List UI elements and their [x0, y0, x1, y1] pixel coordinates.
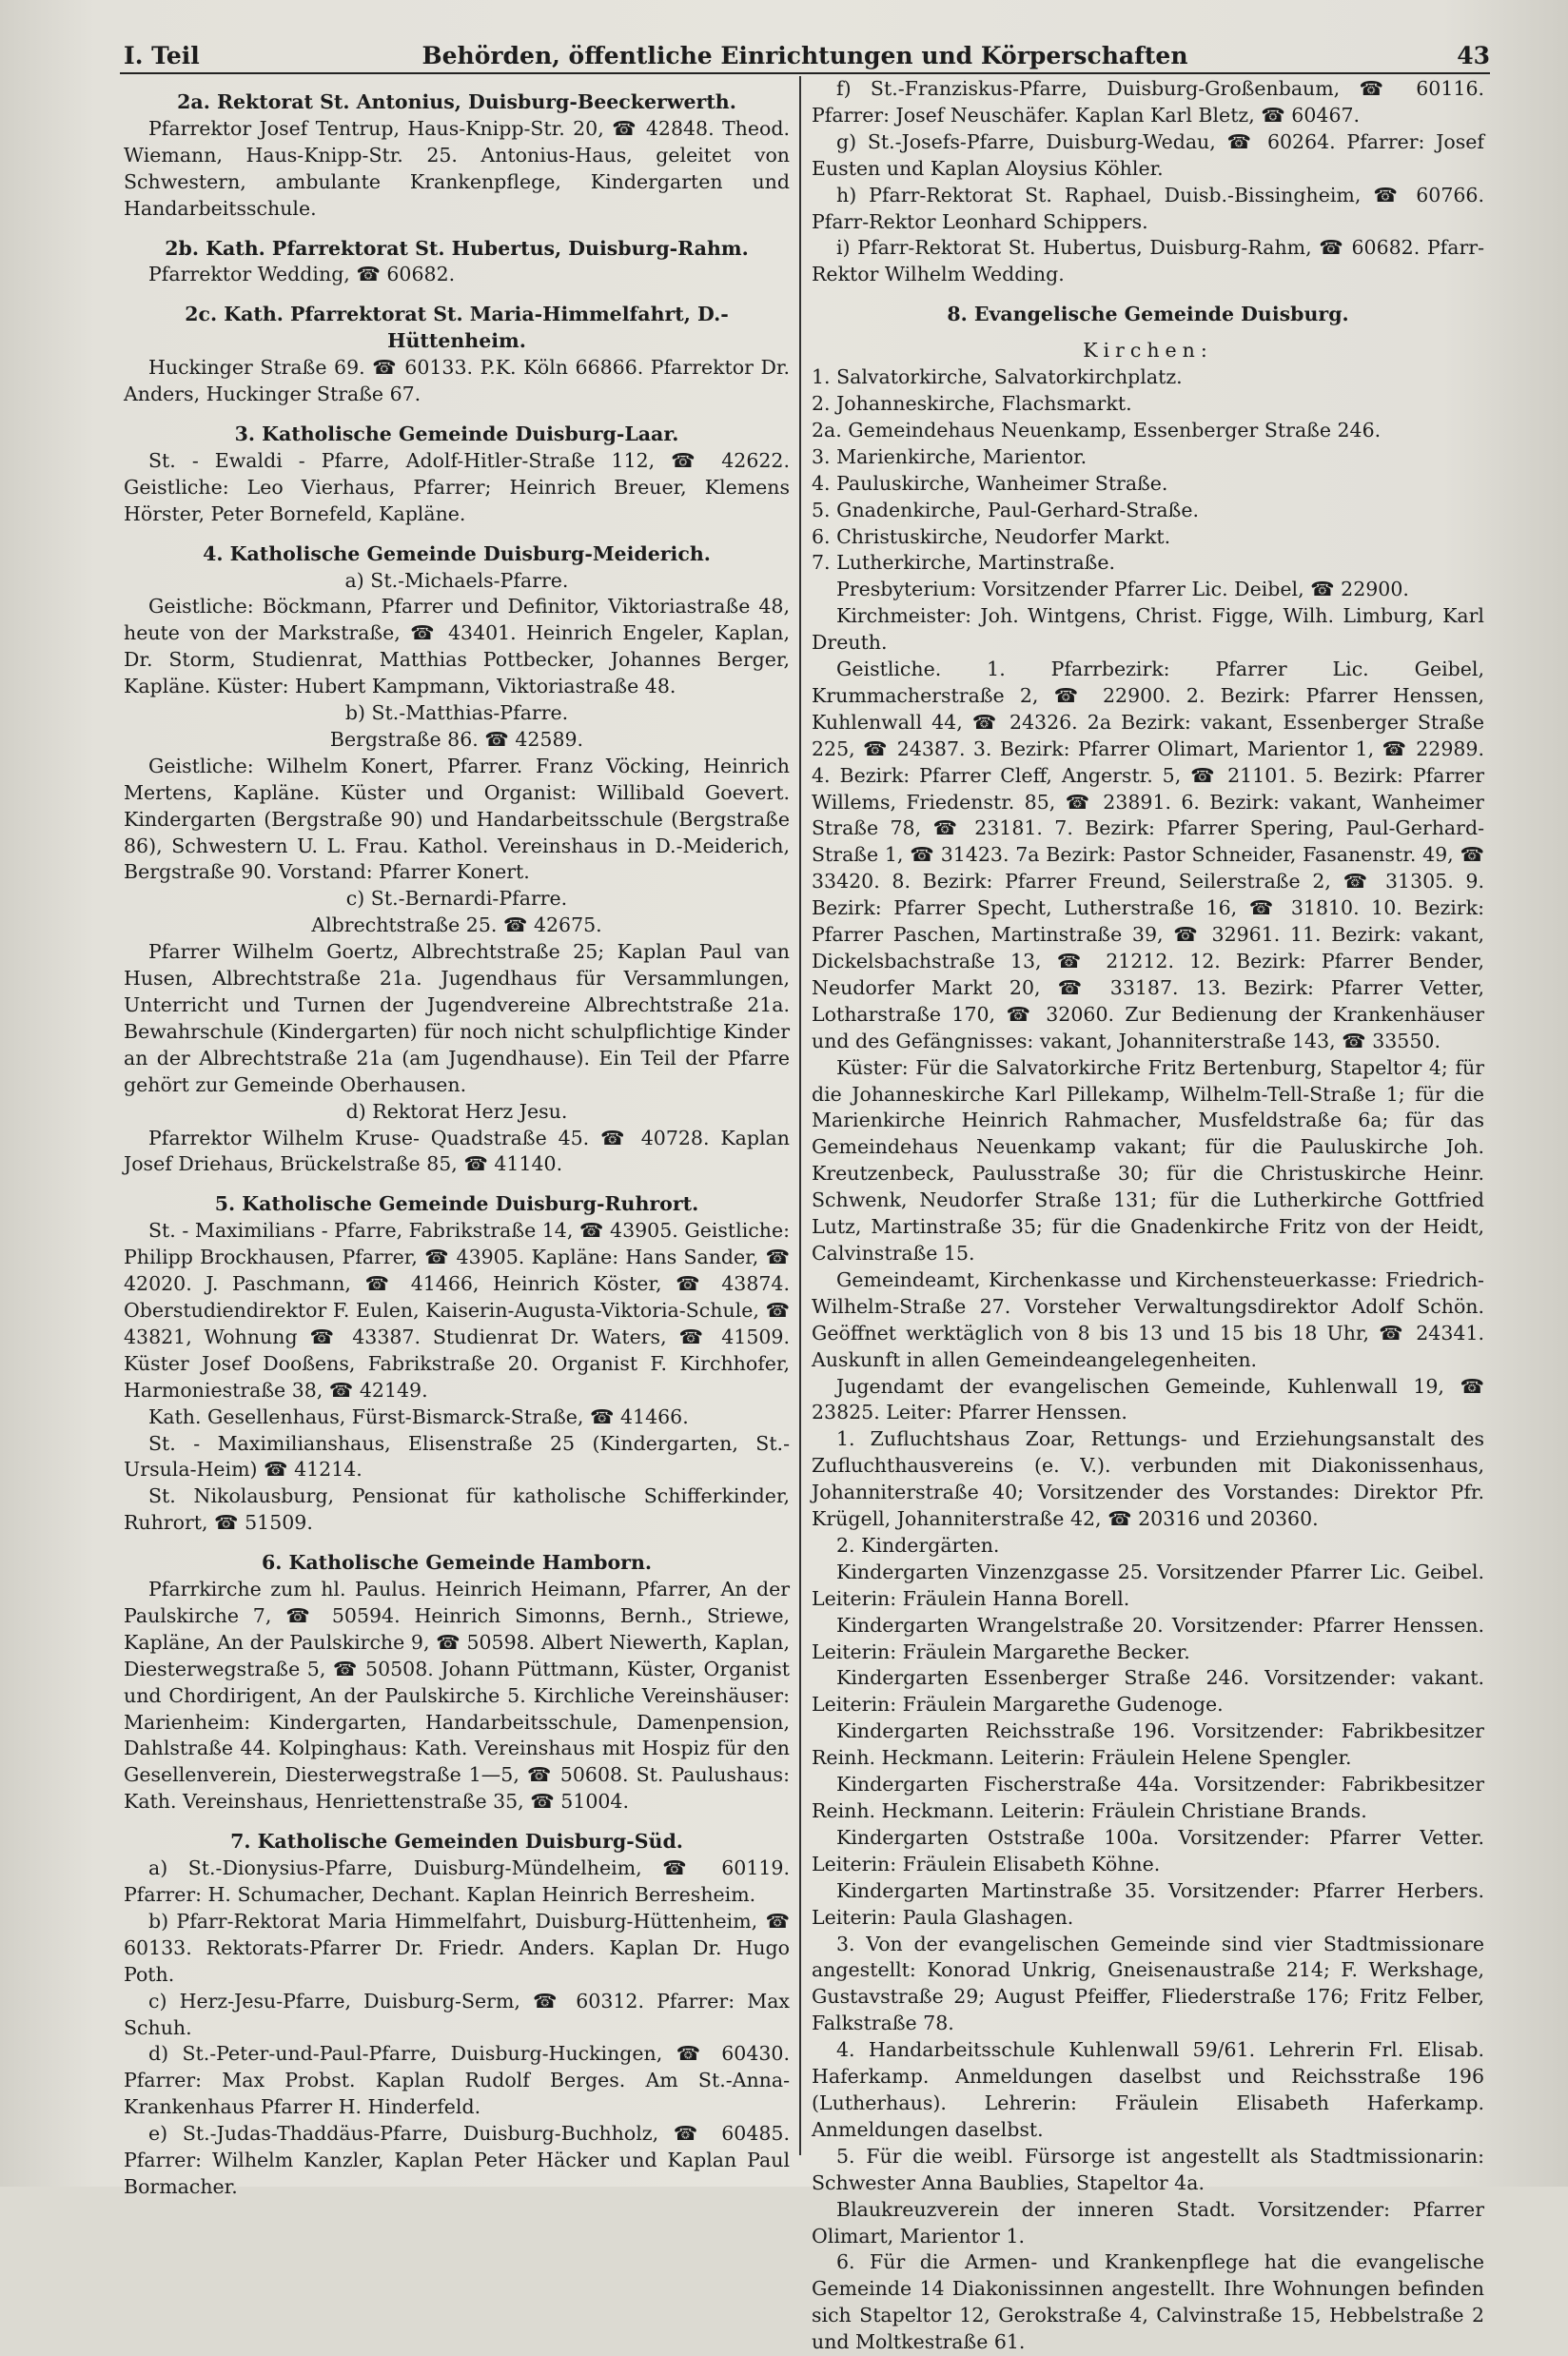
paragraph: Pfarrektor Josef Tentrup, Haus-Knipp-Str. 20, ☎ 42848. Theod. Wiemann, Haus-Knipp-Str. 25. Antonius-Haus, geleitet von Schwestern, ambulante Krankenpflege, Kindergarten und Handarbeitsschule. [124, 116, 790, 220]
paragraph: 1. Zufluchtshaus Zoar, Rettungs- und Erziehungsanstalt des Zufluchthausvereins (e. V.). verbunden mit Diakonissenhaus, Johanniterstraße 40; Vorsitzender des Vorstandes: Direktor Pfr. Krügell, Johanniterstraße 42, ☎ 20316 und 20360. [812, 1427, 1484, 1531]
list-item: 5. Gnadenkirche, Paul-Gerhard-Straße. [812, 498, 1199, 521]
paragraph: Pfarrer Wilhelm Goertz, Albrechtstraße 25; Kaplan Paul van Husen, Albrechtstraße 21a. Jugendhaus für Versammlungen, Unterricht und Turnen der Jugendvereine Albrechtstraße 21a. Bewahrschule (Kindergarten) für noch nicht schulpflichtige Kinder an der Albrechtstraße 21a (am Jugendhause). Ein Teil der Pfarre gehört zur Gemeinde Oberhausen. [124, 940, 790, 1096]
paragraph: Gemeindeamt, Kirchenkasse und Kirchensteuerkasse: Friedrich-Wilhelm-Straße 27. Vorsteher Verwaltungsdirektor Adolf Schön. Geöffnet werktäglich von 8 bis 13 und 15 bis 18 Uhr, ☎ 24341. Auskunft in allen Gemeindeangelegenheiten. [812, 1267, 1484, 1371]
paragraph: Pfarrektor Wedding, ☎ 60682. [148, 263, 456, 286]
right-column [812, 76, 1484, 2356]
paragraph: Kindergarten Essenberger Straße 246. Vorsitzender: vakant. Leiterin: Fräulein Margarethe Gudenoge. [812, 1666, 1484, 1717]
paragraph: 4. Handarbeitsschule Kuhlenwall 59/61. Lehrerin Frl. Elisab. Haferkamp. Anmeldungen daselbst und Reichsstraße 196 (Lutherhaus). Lehrerin: Fräulein Elisabeth Haferkamp. Anmeldungen daselbst. [812, 2038, 1484, 2141]
paragraph: Blaukreuzverein der inneren Stadt. Vorsitzender: Pfarrer Olimart, Marientor 1. [812, 2197, 1484, 2248]
paragraph: 2. Kindergärten. [836, 1533, 1000, 1557]
section-heading: 3. Katholische Gemeinde Duisburg-Laar. [234, 422, 679, 445]
subsection-heading: b) St.-Matthias-Pfarre. [344, 701, 569, 725]
section-heading: 7. Katholische Gemeinden Duisburg-Süd. [230, 1830, 683, 1854]
paragraph: Küster: Für die Salvatorkirche Fritz Bertenburg, Stapeltor 4; für die Johanneskirche Karl Pillekamp, Wilhelm-Tell-Straße 1; für die Marienkirche Heinrich Rahmacher, Musfeldstraße 6a; für das Gemeindehaus Neuenkamp vakant; für die Pauluskirche Joh. Kreutzenbeck, Paulusstraße 30; für die Christuskirche Heinr. Schwenk, Neudorfer Straße 131; für die Lutherkirche Gottfried Lutz, Martinstraße 35; für die Gnadenkirche Fritz von der Heidt, Calvinstraße 15. [812, 1055, 1484, 1265]
paragraph: Kindergarten Wrangelstraße 20. Vorsitzender: Pfarrer Henssen. Leiterin: Fräulein Margarethe Becker. [812, 1613, 1484, 1663]
paragraph: 5. Für die weibl. Fürsorge ist angestellt als Stadtmissionarin: Schwester Anna Baublies, Stapeltor 4a. [812, 2144, 1484, 2194]
left-column [124, 76, 790, 2201]
paragraph: i) Pfarr-Rektorat St. Hubertus, Duisburg-Rahm, ☎ 60682. Pfarr-Rektor Wilhelm Wedding. [812, 236, 1484, 286]
paragraph: Huckinger Straße 69. ☎ 60133. P.K. Köln 66866. Pfarrektor Dr. Anders, Huckinger Straße 67. [124, 356, 790, 406]
subsection-heading: d) Rektorat Herz Jesu. [345, 1099, 568, 1123]
list-item: 2a. Gemeindehaus Neuenkamp, Essenberger Straße 246. [812, 418, 1382, 442]
paragraph: Kindergarten Oststraße 100a. Vorsitzender: Pfarrer Vetter. Leiterin: Fräulein Elisabeth Köhne. [812, 1825, 1484, 1875]
subsection-heading: Kirchen: [1083, 339, 1213, 363]
paragraph: Kirchmeister: Joh. Wintgens, Christ. Figge, Wilh. Limburg, Karl Dreuth. [812, 604, 1484, 655]
paragraph: c) Herz-Jesu-Pfarre, Duisburg-Serm, ☎ 60312. Pfarrer: Max Schuh. [124, 1989, 790, 2039]
section-heading: 6. Katholische Gemeinde Hamborn. [261, 1551, 653, 1575]
paragraph: f) St.-Franziskus-Pfarre, Duisburg-Großenbaum, ☎ 60116. Pfarrer: Josef Neuschäfer. Kaplan Karl Bletz, ☎ 60467. [812, 77, 1484, 127]
paragraph: g) St.-Josefs-Pfarre, Duisburg-Wedau, ☎ 60264. Pfarrer: Josef Eusten und Kaplan Aloysius Köhler. [812, 129, 1484, 180]
paragraph: 3. Von der evangelischen Gemeinde sind vier Stadtmissionare angestellt: Konorad Unkrig, Gneisenaustraße 214; F. Werkshage, Gustavstraße 29; August Pfeiffer, Fliederstraße 176; Fritz Felber, Falkstraße 78. [812, 1932, 1484, 2035]
paragraph: St. Nikolausburg, Pensionat für katholische Schifferkinder, Ruhrort, ☎ 51509. [124, 1484, 790, 1535]
paragraph: Presbyterium: Vorsitzender Pfarrer Lic. Deibel, ☎ 22900. [836, 578, 1409, 601]
paragraph: Jugendamt der evangelischen Gemeinde, Kuhlenwall 19, ☎ 23825. Leiter: Pfarrer Henssen. [812, 1374, 1484, 1424]
header-title: Behörden, öffentliche Einrichtungen und Körperschaften [421, 42, 1188, 69]
paragraph: St. - Ewaldi - Pfarre, Adolf-Hitler-Straße 112, ☎ 42622. Geistliche: Leo Vierhaus, Pfarrer; Heinrich Breuer, Klemens Hörster, Peter Bornefeld, Kapläne. [124, 448, 790, 525]
page-number: 43 [1457, 42, 1490, 69]
section-heading: 8. Evangelische Gemeinde Duisburg. [947, 303, 1349, 326]
list-item: 7. Lutherkirche, Martinstraße. [812, 551, 1116, 575]
paragraph: d) St.-Peter-und-Paul-Pfarre, Duisburg-Huckingen, ☎ 60430. Pfarrer: Max Probst. Kaplan Rudolf Berges. Am St.-Anna-Krankenhaus Pfarrer H. Hinderfeld. [124, 2042, 790, 2119]
section-heading: 2b. Kath. Pfarrektorat St. Hubertus, Duisburg-Rahm. [165, 236, 749, 260]
paragraph: h) Pfarr-Rektorat St. Raphael, Duisb.-Bissingheim, ☎ 60766. Pfarr-Rektor Leonhard Schippers. [812, 183, 1484, 233]
header-section-label: I. Teil [124, 42, 200, 69]
paragraph: Kath. Gesellenhaus, Fürst-Bismarck-Straße, ☎ 41466. [148, 1404, 689, 1428]
page-header [120, 38, 1490, 74]
column-divider [799, 76, 801, 2155]
paragraph: e) St.-Judas-Thaddäus-Pfarre, Duisburg-Buchholz, ☎ 60485. Pfarrer: Wilhelm Kanzler, Kaplan Peter Häcker und Kaplan Paul Bormacher. [124, 2122, 790, 2198]
paragraph: b) Pfarr-Rektorat Maria Himmelfahrt, Duisburg-Hüttenheim, ☎ 60133. Rektorats-Pfarrer Dr. Friedr. Anders. Kaplan Dr. Hugo Poth. [124, 1909, 790, 1986]
paragraph: Kindergarten Vinzenzgasse 25. Vorsitzender Pfarrer Lic. Geibel. Leiterin: Fräulein Hanna Borell. [812, 1560, 1484, 1610]
section-heading: 2c. Kath. Pfarrektorat St. Maria-Himmelfahrt, D.-Hüttenheim. [185, 303, 729, 353]
subsection-heading: Albrechtstraße 25. ☎ 42675. [311, 913, 602, 937]
paragraph: Kindergarten Reichsstraße 196. Vorsitzender: Fabrikbesitzer Reinh. Heckmann. Leiterin: Fräulein Helene Spengler. [812, 1719, 1484, 1770]
subsection-heading: Bergstraße 86. ☎ 42589. [329, 727, 584, 751]
paragraph: 6. Für die Armen- und Krankenpflege hat die evangelische Gemeinde 14 Diakonissinnen angestellt. Ihre Wohnungen befinden sich Stapeltor 12, Gerokstraße 4, Calvinstraße 15, Hebbelstraße 2 und Moltkestraße 61. [812, 2250, 1484, 2354]
subsection-heading: a) St.-Michaels-Pfarre. [344, 568, 569, 592]
list-item: 4. Pauluskirche, Wanheimer Straße. [812, 471, 1168, 495]
paragraph: Geistliche: Wilhelm Konert, Pfarrer. Franz Vöcking, Heinrich Mertens, Kapläne. Küster und Organist: Willibald Goevert. Kindergarten (Bergstraße 90) und Handarbeitsschule (Bergstraße 86), Schwestern U. L. Frau. Kathol. Vereinshaus in D.-Meiderich, Bergstraße 90. Vorstand: Pfarrer Konert. [124, 754, 790, 884]
paragraph: Pfarrektor Wilhelm Kruse- Quadstraße 45. ☎ 40728. Kaplan Josef Driehaus, Brückelstraße 85, ☎ 41140. [124, 1126, 790, 1176]
paragraph: St. - Maximilians - Pfarre, Fabrikstraße 14, ☎ 43905. Geistliche: Philipp Brockhausen, Pfarrer, ☎ 43905. Kapläne: Hans Sander, ☎ 42020. J. Paschmann, ☎ 41466, Heinrich Köster, ☎ 43874. Oberstudiendirektor F. Eulen, Kaiserin-Augusta-Viktoria-Schule, ☎ 43821, Wohnung ☎ 43387. Studienrat Dr. Waters, ☎ 41509. Küster Josef Dooßens, Fabrikstraße 20. Organist F. Kirchhofer, Harmoniestraße 38, ☎ 42149. [124, 1219, 790, 1402]
list-item: 3. Marienkirche, Marientor. [812, 444, 1088, 468]
subsection-heading: c) St.-Bernardi-Pfarre. [345, 887, 568, 911]
paragraph: St. - Maximilianshaus, Elisenstraße 25 (Kindergarten, St.-Ursula-Heim) ☎ 41214. [124, 1431, 790, 1482]
paragraph: a) St.-Dionysius-Pfarre, Duisburg-Mündelheim, ☎ 60119. Pfarrer: H. Schumacher, Dechant. Kaplan Heinrich Berresheim. [124, 1856, 790, 1906]
paragraph: Kindergarten Martinstraße 35. Vorsitzender: Pfarrer Herbers. Leiterin: Paula Glashagen. [812, 1878, 1484, 1929]
section-heading: 2a. Rektorat St. Antonius, Duisburg-Beeckerwerth. [177, 90, 736, 113]
list-item: 2. Johanneskirche, Flachsmarkt. [812, 391, 1132, 415]
paragraph: Geistliche. 1. Pfarrbezirk: Pfarrer Lic. Geibel, Krummacherstraße 2, ☎ 22900. 2. Bezirk: Pfarrer Henssen, Kuhlenwall 44, ☎ 24326. 2a Bezirk: vakant, Essenberger Straße 225, ☎ 24387. 3. Bezirk: Pfarrer Olimart, Marientor 1, ☎ 22989. 4. Bezirk: Pfarrer Cleff, Angerstr. 5, ☎ 21101. 5. Bezirk: Pfarrer Willems, Friedenstr. 85, ☎ 23891. 6. Bezirk: vakant, Wanheimer Straße 78, ☎ 23181. 7. Bezirk: Pfarrer Spering, Paul-Gerhard-Straße 1, ☎ 31423. 7a Bezirk: Pastor Schneider, Fasanenstr. 49, ☎ 33420. 8. Bezirk: Pfarrer Freund, Seilerstraße 2, ☎ 31305. 9. Bezirk: Pfarrer Specht, Lutherstraße 16, ☎ 31810. 10. Bezirk: Pfarrer Paschen, Martinstraße 39, ☎ 32961. 11. Bezirk: vakant, Dickelsbachstraße 13, ☎ 21212. 12. Bezirk: Pfarrer Bender, Neudorfer Markt 20, ☎ 33187. 13. Bezirk: Pfarrer Vetter, Lotharstraße 170, ☎ 32060. Zur Bedienung der Krankenhäuser und des Gefängnisses: vakant, Johanniterstraße 143, ☎ 33550. [812, 658, 1484, 1052]
paragraph: Kindergarten Fischerstraße 44a. Vorsitzender: Fabrikbesitzer Reinh. Heckmann. Leiterin: Fräulein Christiane Brands. [812, 1773, 1484, 1822]
section-heading: 5. Katholische Gemeinde Duisburg-Ruhrort. [214, 1192, 699, 1216]
list-item: 6. Christuskirche, Neudorfer Markt. [812, 524, 1171, 548]
paragraph: Geistliche: Böckmann, Pfarrer und Definitor, Viktoriastraße 48, heute von der Markstraße, ☎ 43401. Heinrich Engeler, Kaplan, Dr. Storm, Studienrat, Matthias Pottbecker, Johannes Berger, Kapläne. Küster: Hubert Kampmann, Viktoriastraße 48. [124, 595, 790, 698]
paragraph: Pfarrkirche zum hl. Paulus. Heinrich Heimann, Pfarrer, An der Paulskirche 7, ☎ 50594. Heinrich Simonns, Bernh., Striewe, Kapläne, An der Paulskirche 9, ☎ 50598. Albert Niewerth, Kaplan, Diesterwegstraße 5, ☎ 50508. Johann Püttmann, Küster, Organist und Chordirigent, An der Paulskirche 5. Kirchliche Vereinshäuser: Marienheim: Kindergarten, Handarbeitsschule, Damenpension, Dahlstraße 44. Kolpinghaus: Kath. Vereinshaus mit Hospiz für den Gesellenverein, Diesterwegstraße 1—5, ☎ 50608. St. Paulushaus: Kath. Vereinshaus, Henriettenstraße 35, ☎ 51004. [124, 1578, 790, 1814]
list-item: 1. Salvatorkirche, Salvatorkirchplatz. [812, 365, 1183, 389]
section-heading: 4. Katholische Gemeinde Duisburg-Meiderich. [203, 541, 711, 565]
